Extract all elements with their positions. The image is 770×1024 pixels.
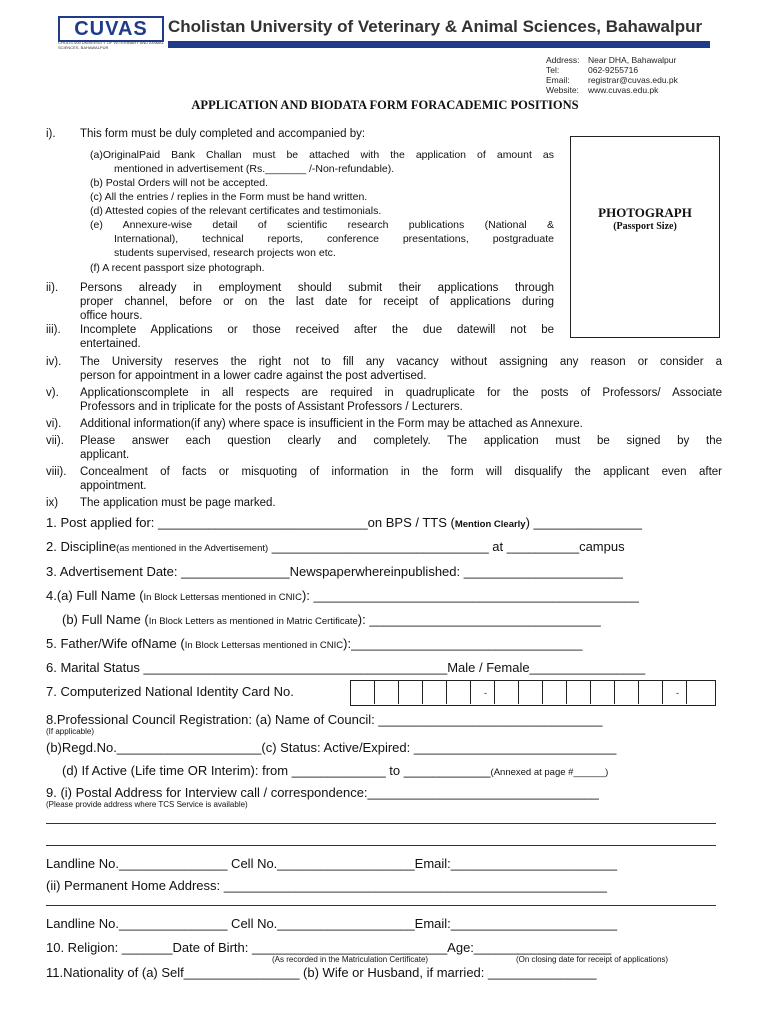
field-landline-1[interactable]: Landline No._______________ Cell No.___________________Email:_______________________	[46, 856, 618, 871]
cnic-divider	[686, 680, 687, 704]
cnic-divider	[614, 680, 615, 704]
instruction-text: Professors and in triplicate for the posts of Assistant Professors / Lecturers.	[80, 401, 463, 413]
instruction-num: iii).	[46, 324, 61, 336]
instruction-num: vi).	[46, 418, 62, 430]
field-note: (If applicable)	[46, 727, 95, 736]
sub-instruction: (a)OriginalPaid Bank Challan must be attached with the application of amount as	[90, 149, 554, 161]
instruction-num: ix)	[46, 497, 59, 509]
contact-website: Website: www.cuvas.edu.pk	[546, 85, 659, 95]
instruction-text: Incomplete Applications or those received after the due datewill not be	[80, 324, 554, 336]
cnic-dash: -	[484, 688, 487, 698]
field-landline-2[interactable]: Landline No._______________ Cell No.___________________Email:_______________________	[46, 916, 618, 931]
sub-instruction: students supervised, research projects won etc.	[114, 247, 336, 259]
instruction-text: appointment.	[80, 480, 147, 492]
field-note: (On closing date for receipt of applications)	[516, 955, 669, 964]
sub-instruction: (c) All the entries / replies in the Form must be hand written.	[90, 191, 368, 203]
field-permanent-address[interactable]: (ii) Permanent Home Address: _____________________________________________________	[46, 878, 607, 893]
field-advertisement-date[interactable]: 3. Advertisement Date: _______________Newspaperwhereinpublished: ______________________	[46, 564, 623, 579]
instruction-num: ii).	[46, 282, 59, 294]
field-cnic-label: 7. Computerized National Identity Card No.	[46, 684, 294, 699]
instruction-num: viii).	[46, 466, 67, 478]
cnic-divider	[374, 680, 375, 704]
address-line[interactable]	[46, 905, 716, 906]
field-note: (As recorded in the Matriculation Certificate)	[272, 955, 429, 964]
instruction-text: office hours.	[80, 310, 143, 322]
contact-block	[546, 55, 678, 95]
cnic-divider	[518, 680, 519, 704]
cnic-divider	[470, 680, 471, 704]
instruction-text: This form must be duly completed and accompanied by:	[80, 128, 366, 140]
instruction-text: applicant.	[80, 449, 130, 461]
cnic-divider	[542, 680, 543, 704]
field-post-applied[interactable]: 1. Post applied for: _____________________________on BPS / TTS (Mention Clearly) _______________	[46, 515, 642, 530]
field-marital-status[interactable]: 6. Marital Status __________________________________________Male / Female________________	[46, 660, 646, 675]
sub-instruction: (d) Attested copies of the relevant certificates and testimonials.	[90, 205, 382, 217]
instruction-text: Additional information(if any) where space is insufficient in the Form may be attached as Annexure.	[80, 418, 583, 430]
field-full-name-cnic[interactable]: 4.(a) Full Name (In Block Lettersas mentioned in CNIC): _____________________________________________	[46, 588, 639, 603]
field-regd-no[interactable]: (b)Regd.No.____________________(c) Status: Active/Expired: ____________________________	[46, 740, 617, 755]
cnic-divider	[422, 680, 423, 704]
field-religion-dob[interactable]: 10. Religion: _______Date of Birth: ___________________________Age:___________________	[46, 940, 612, 955]
photograph-box[interactable]	[570, 136, 720, 338]
field-full-name-matric[interactable]: (b) Full Name (In Block Letters as mentioned in Matric Certificate): ________________________________	[62, 612, 601, 627]
cnic-divider	[494, 680, 495, 704]
cnic-divider	[662, 680, 663, 704]
field-father-name[interactable]: 5. Father/Wife ofName (In Block Lettersas mentioned in CNIC):________________________________	[46, 636, 583, 651]
photograph-size: (Passport Size)	[613, 221, 677, 232]
contact-tel: Tel: 062-9255716	[546, 65, 639, 75]
field-nationality[interactable]: 11.Nationality of (a) Self________________ (b) Wife or Husband, if married: _______________	[46, 965, 597, 980]
field-postal-address[interactable]: 9. (i) Postal Address for Interview call / correspondence:________________________________	[46, 785, 599, 800]
instruction-num: v).	[46, 387, 59, 399]
instruction-text: Please answer each question clearly and completely. The application must be signed by the	[80, 435, 722, 447]
field-note: (Please provide address where TCS Service is available)	[46, 800, 248, 809]
address-line[interactable]	[46, 823, 716, 824]
cnic-divider	[638, 680, 639, 704]
sub-instruction: (f) A recent passport size photograph.	[90, 262, 265, 274]
field-council-name[interactable]: 8.Professional Council Registration: (a) Name of Council: _______________________________	[46, 712, 603, 727]
photograph-label: PHOTOGRAPH	[598, 205, 692, 220]
sub-instruction: International), technical reports, conference presentations, postgraduate	[114, 233, 554, 245]
field-discipline[interactable]: 2. Discipline(as mentioned in the Advertisement) ______________________________ at __________campus	[46, 539, 625, 554]
cnic-divider	[566, 680, 567, 704]
cnic-dash: -	[676, 688, 679, 698]
contact-address: Address: Near DHA, Bahawalpur	[546, 55, 677, 65]
university-logo: CUVAS	[58, 16, 164, 42]
logo-subtitle: CHOLISTAN UNIVERSITY OF VETERINARY AND ANIMAL SCIENCES, BAHAWALPUR	[58, 40, 164, 50]
cnic-divider	[446, 680, 447, 704]
sub-instruction: (e) Annexure-wise detail of scientific research publications (National &	[90, 219, 554, 231]
contact-email: Email: registrar@cuvas.edu.pk	[546, 75, 678, 85]
instruction-text: proper channel, before or on the last date for receipt of applications during	[80, 296, 554, 308]
cnic-divider	[590, 680, 591, 704]
cnic-divider	[398, 680, 399, 704]
instruction-text: person for appointment in a lower cadre against the post advertised.	[80, 370, 427, 382]
form-title: APPLICATION AND BIODATA FORM FORACADEMIC POSITIONS	[191, 98, 579, 112]
instruction-num: vii).	[46, 435, 64, 447]
instruction-text: The University reserves the right not to fill any vacancy without assigning any reason or consider a	[80, 356, 722, 368]
field-active-from[interactable]: (d) If Active (Life time OR Interim): from _____________ to ____________(Annexed at page #______)	[62, 763, 609, 778]
instruction-text: The application must be page marked.	[80, 497, 276, 509]
instruction-num: iv).	[46, 356, 62, 368]
instruction-text: Concealment of facts or misquoting of information in the form will disqualify the applicant even after	[80, 466, 722, 478]
address-line[interactable]	[46, 845, 716, 846]
instruction-text: Applicationscomplete in all respects are required in quadruplicate for the posts of Professors/ Associate	[80, 387, 722, 399]
instruction-text: Persons already in employment should submit their applications through	[80, 282, 554, 294]
sub-instruction: (b) Postal Orders will not be accepted.	[90, 177, 268, 189]
instruction-num: i).	[46, 128, 56, 140]
instruction-text: entertained.	[80, 338, 141, 350]
university-name: Cholistan University of Veterinary & Animal Sciences, Bahawalpur	[168, 17, 703, 36]
sub-instruction: mentioned in advertisement (Rs._______ /-Non-refundable).	[114, 163, 395, 175]
header-bar	[168, 41, 710, 48]
